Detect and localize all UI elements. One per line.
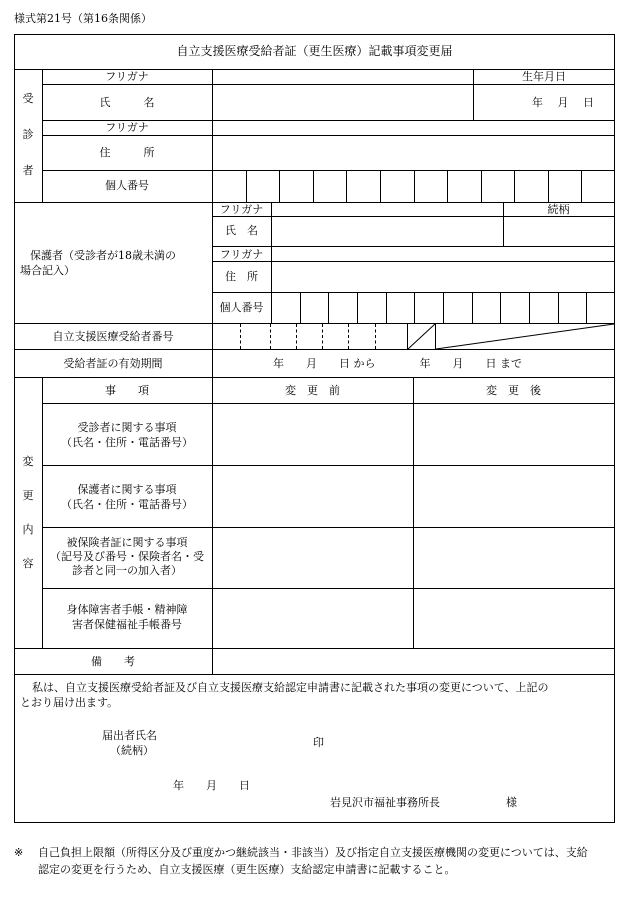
digit-box-divider [279,170,280,202]
digit-box-divider [414,292,415,323]
applicant-name-field[interactable] [170,727,300,759]
patient-birthdate-format: 年 月 日 [532,96,594,109]
digit-box-divider [472,292,473,323]
digit-box-divider [500,292,501,323]
honorific: 様 [506,796,517,809]
patient-address-label: 住 所 [99,146,155,159]
changes-section-char: 更 [22,489,34,502]
footnote-text-line2: 認定の変更を行うため、自立支援医療（更生医療）支給認定申請書に記載すること。 [38,863,456,876]
patient-address-field[interactable] [213,136,614,169]
changes-after-header: 変 更 後 [486,384,541,397]
changes-section-char: 容 [22,557,34,570]
change-after-field[interactable] [414,466,614,526]
digit-box-divider [529,292,530,323]
validity-label: 受給者証の有効期間 [63,357,163,370]
patient-birthdate-label: 生年月日 [522,70,566,83]
digit-box-divider [548,170,549,202]
digit-box-divider [414,170,415,202]
digit-box-divider [586,292,587,323]
validity-field[interactable] [213,350,614,377]
change-row-label: （氏名・住所・電話番号） [61,498,193,511]
patient-section-char: 者 [22,164,34,177]
change-before-field[interactable] [213,528,412,587]
certificate-number-diagonal-marks [407,323,615,350]
digit-box-divider [346,170,347,202]
change-row-label: （記号及び番号・保険者名・受 [50,550,204,563]
digit-box-divider [581,170,582,202]
declaration-text: 私は、自立支援医療受給者証及び自立支援医療支給認定申請書に記載された事項の変更について、上記の [32,681,549,694]
change-before-field[interactable] [213,404,412,464]
remarks-field[interactable] [213,649,614,674]
digit-box-divider [300,292,301,323]
guardian-relation-label: 続柄 [547,203,570,216]
certificate-number-field[interactable] [213,324,407,349]
patient-furigana2-field[interactable] [213,121,614,134]
guardian-name-label: 氏 名 [225,224,258,237]
guardian-furigana2-field[interactable] [272,247,614,260]
changes-section-char: 変 [22,455,34,468]
patient-furigana2-label: フリガナ [105,121,149,134]
guardian-furigana-field[interactable] [272,203,502,215]
digit-box-divider [357,292,358,323]
validity-format: 年 月 日 から 年 月 日 まで [273,357,522,370]
change-row-label: 診者と同一の加入者） [72,564,182,577]
addressee: 岩見沢市福祉事務所長 [330,796,440,809]
digit-box-divider [380,170,381,202]
seal-mark: 印 [313,736,324,749]
form-title: 自立支援医療受給者証（更生医療）記載事項変更届 [176,44,453,58]
remarks-label: 備 考 [91,655,135,668]
guardian-relation-field[interactable] [504,217,614,245]
submission-date: 年 月 日 [173,779,250,792]
guardian-furigana2-label: フリガナ [219,248,264,261]
form-number: 様式第21号（第16条関係） [14,12,152,25]
change-before-field[interactable] [213,589,412,647]
patient-birthdate-field[interactable] [474,85,614,119]
digit-box-divider [481,170,482,202]
patient-my-number-label: 個人番号 [105,179,149,192]
changes-section-char: 内 [22,523,34,536]
digit-box-divider [558,292,559,323]
footnote-text: 自己負担上限額（所得区分及び重度かつ継続該当・非該当）及び指定自立支援医療機関の変更については、支給 [38,846,588,859]
digit-box-divider [443,292,444,323]
patient-furigana-label: フリガナ [105,70,149,83]
patient-section-char: 診 [22,128,34,141]
digit-box-divider [313,170,314,202]
changes-before-header: 変 更 前 [285,384,340,397]
guardian-furigana-label: フリガナ [219,203,264,216]
certificate-number-label: 自立支援医療受給者番号 [52,330,174,343]
change-row-label: 害者保健福祉手帳番号 [72,618,182,631]
change-after-field[interactable] [414,404,614,464]
declaration-text-line2: とおり届け出ます。 [20,696,119,709]
patient-name-label: 氏 名 [99,96,155,109]
digit-box-divider [386,292,387,323]
applicant-name-label: 届出者氏名 [102,729,157,742]
change-before-field[interactable] [213,466,412,526]
patient-name-field[interactable] [213,85,472,119]
digit-box-divider [328,292,329,323]
change-row-label: 受診者に関する事項 [77,421,177,434]
change-row-label: 身体障害者手帳・精神障 [66,603,188,616]
change-after-field[interactable] [414,528,614,587]
digit-box-divider [246,170,247,202]
change-row-label: （氏名・住所・電話番号） [61,436,193,449]
change-after-field[interactable] [414,589,614,647]
digit-box-divider [514,170,515,202]
guardian-address-field[interactable] [272,262,614,291]
guardian-section-label-line2: 場合記入） [20,264,75,277]
guardian-name-field[interactable] [272,217,502,245]
guardian-my-number-label: 個人番号 [219,301,264,314]
footnote-mark: ※ [14,846,24,859]
changes-item-header: 事 項 [105,384,149,397]
digit-box-divider [447,170,448,202]
change-row-label: 被保険者証に関する事項 [66,536,188,549]
guardian-section-label: 保護者（受診者が18歳未満の [30,249,176,262]
guardian-address-label: 住 所 [225,270,258,283]
patient-furigana-field[interactable] [213,70,472,83]
patient-section-char: 受 [22,92,34,105]
applicant-relation-label: （続柄） [110,744,154,757]
change-row-label: 保護者に関する事項 [77,483,177,496]
